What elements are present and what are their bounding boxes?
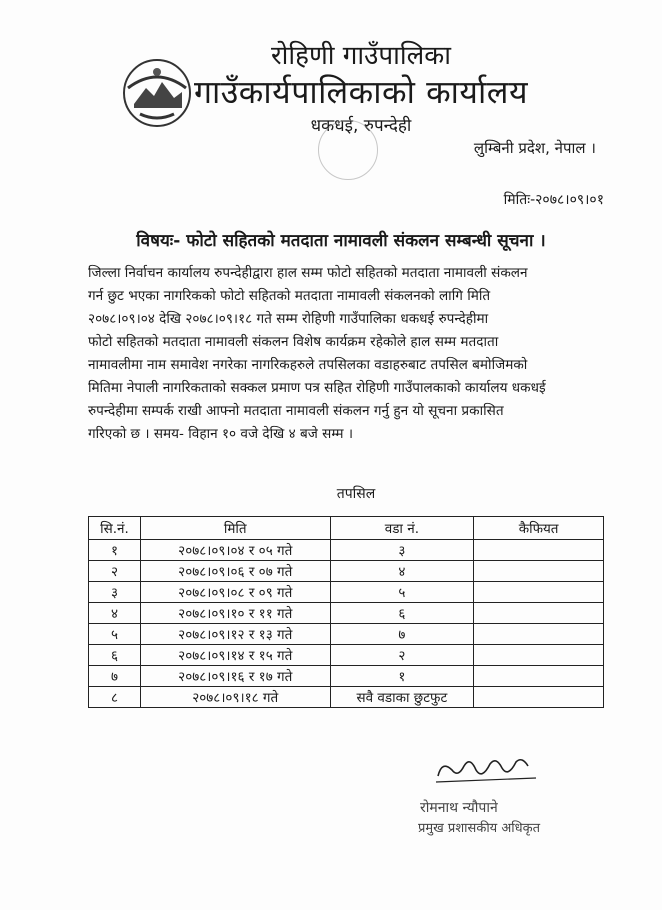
org-address: धकधई, रुपन्देही (310, 116, 412, 136)
table-cell (474, 582, 604, 603)
table-row (89, 603, 604, 624)
table-cell: ८ (89, 687, 141, 708)
table-cell: ४ (89, 603, 141, 624)
notice-subject: विषयः- फोटो सहितको मतदाता नामावली संकलन सम्बन्धी सूचना । (136, 231, 546, 251)
column-header: मिति (140, 517, 330, 540)
table-row (89, 687, 604, 708)
column-header: सि.नं. (89, 517, 141, 540)
table-cell (474, 540, 604, 561)
table-row (89, 561, 604, 582)
table-cell (474, 666, 604, 687)
table-row (89, 645, 604, 666)
table-header-row (89, 517, 604, 540)
table-cell: ४ (330, 561, 474, 582)
province-line: लुम्बिनी प्रदेश, नेपाल । (473, 139, 596, 157)
table-cell: २ (330, 645, 474, 666)
table-cell: २०७८।०९।१८ गते (140, 687, 330, 708)
table-cell: ३ (330, 540, 474, 561)
table-cell: १ (89, 540, 141, 561)
table-cell: ६ (330, 603, 474, 624)
org-name-line2: गाउँकार्यपालिकाको कार्यालय (193, 73, 529, 111)
table-row (89, 624, 604, 645)
table-cell: १ (330, 666, 474, 687)
table-cell: २ (89, 561, 141, 582)
table-cell: ७ (330, 624, 474, 645)
table-cell: २०७८।०९।०८ र ०९ गते (140, 582, 330, 603)
notice-body: जिल्ला निर्वाचन कार्यालय रुपन्देहीद्वारा हाल सम्म फोटो सहितको मतदाता नामावली संकलन गर्न छुट भएका नागरिकको फोटो सहितको मतदाता नामावली संकलनको लागि मिति २०७८।०९।०४ देखि २०७८।०९।१८ गते सम्म रोहिणी गाउँपालिका धकधई रुपन्देहीमा फोटो सहितको मतदाता नामावली संकलन विशेष कार्यक्रम रहेकोले हाल सम्म मतदाता नामावलीमा नाम समावेश नगरेका नागरिकहरुले तपसिलका वडाहरुबाट तपसिल बमोजिमको मितिमा नेपाली नागरिकताको सक्कल प्रमाण पत्र सहित रोहिणी गाउँपालकाको कार्यालय धकधई रुपन्देहीमा सम्पर्क राखी आफ्नो मतदाता नामावली संकलन गर्नु हुन यो सूचना प्रकासित गरिएको छ । समय- विहान १० वजे देखि ४ बजे सम्म । (88, 265, 546, 442)
column-header: वडा नं. (330, 517, 474, 540)
schedule-heading: तपसिल (336, 486, 376, 502)
table-cell: सवै वडाका छुटफुट (330, 687, 474, 708)
table-row (89, 666, 604, 687)
signatory-title: प्रमुख प्रशासकीय अधिकृत (418, 821, 541, 836)
table-cell (474, 624, 604, 645)
office-stamp-icon (318, 120, 378, 180)
table-cell: ६ (89, 645, 141, 666)
table-cell: २०७८।०९।१६ र १७ गते (140, 666, 330, 687)
table-cell (474, 603, 604, 624)
table-cell (474, 645, 604, 666)
table-cell: २०७८।०९।०४ र ०५ गते (140, 540, 330, 561)
table-cell: २०७८।०९।०६ र ०७ गते (140, 561, 330, 582)
table-cell (474, 561, 604, 582)
org-name-line1: रोहिणी गाउँपालिका (271, 41, 451, 71)
signatory-name: रोमनाथ न्यौपाने (420, 800, 498, 816)
schedule-table (88, 516, 604, 708)
column-header: कैफियत (474, 517, 604, 540)
signature-icon (432, 752, 540, 788)
table-cell: २०७८।०९।१४ र १५ गते (140, 645, 330, 666)
table-row (89, 540, 604, 561)
table-cell (474, 687, 604, 708)
table-cell: ७ (89, 666, 141, 687)
table-cell: ५ (330, 582, 474, 603)
table-cell: २०७८।०९।१२ र १३ गते (140, 624, 330, 645)
table-cell: ५ (89, 624, 141, 645)
notice-date: मितिः-२०७८।०९।०१ (503, 192, 604, 208)
table-cell: ३ (89, 582, 141, 603)
table-row (89, 582, 604, 603)
table-cell: २०७८।०९।१० र ११ गते (140, 603, 330, 624)
